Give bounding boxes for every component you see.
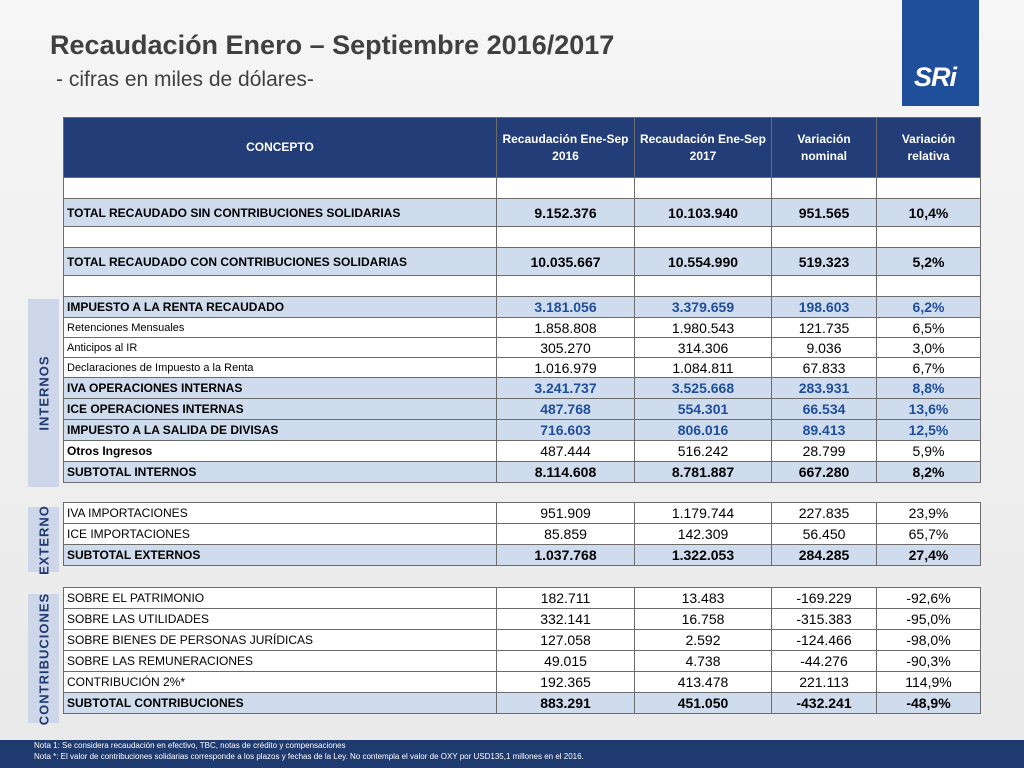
table-row <box>64 399 981 420</box>
notes-bar <box>0 740 1024 768</box>
cell-nominal: 227.835 <box>772 503 877 524</box>
cell-2017: 1.980.543 <box>635 318 772 338</box>
cell-2016: 716.603 <box>497 420 635 441</box>
section-label-externo: EXTERNO <box>28 507 59 572</box>
cell-2016: 85.859 <box>497 524 635 545</box>
cell-2016: 3.181.056 <box>497 297 635 318</box>
table-row <box>64 672 981 693</box>
table-row-subtotal <box>64 545 981 566</box>
table-row <box>64 441 981 462</box>
cell-concepto: TOTAL RECAUDADO CON CONTRIBUCIONES SOLIDARIAS <box>64 248 497 276</box>
cell-2016: 192.365 <box>497 672 635 693</box>
table-row-subtotal <box>64 462 981 483</box>
cell-concepto: IVA IMPORTACIONES <box>64 503 497 524</box>
cell-relativa: 12,5% <box>877 420 981 441</box>
cell-concepto: IMPUESTO A LA SALIDA DE DIVISAS <box>64 420 497 441</box>
cell-2016: 305.270 <box>497 338 635 358</box>
cell-concepto: Retenciones Mensuales <box>64 318 497 338</box>
cell-concepto: Anticipos al IR <box>64 338 497 358</box>
cell-nominal: -432.241 <box>772 693 877 714</box>
cell-relativa: 114,9% <box>877 672 981 693</box>
table-row <box>64 524 981 545</box>
cell-2016: 10.035.667 <box>497 248 635 276</box>
header-recaudacion-2016: Recaudación Ene-Sep 2016 <box>497 118 635 178</box>
cell-concepto: SOBRE LAS UTILIDADES <box>64 609 497 630</box>
table-row <box>64 588 981 609</box>
cell-2016: 883.291 <box>497 693 635 714</box>
cell-2017: 3.525.668 <box>635 378 772 399</box>
recaudacion-table <box>63 117 981 714</box>
table-row <box>64 338 981 358</box>
cell-2017: 3.379.659 <box>635 297 772 318</box>
cell-nominal: 519.323 <box>772 248 877 276</box>
cell-concepto: CONTRIBUCIÓN 2%* <box>64 672 497 693</box>
cell-nominal: 28.799 <box>772 441 877 462</box>
page-title: Recaudación Enero – Septiembre 2016/2017 <box>50 30 615 60</box>
cell-relativa: 6,2% <box>877 297 981 318</box>
cell-concepto: SUBTOTAL EXTERNOS <box>64 545 497 566</box>
cell-relativa: 65,7% <box>877 524 981 545</box>
cell-nominal: 284.285 <box>772 545 877 566</box>
note-1: Nota 1: Se considera recaudación en efectivo, TBC, notas de crédito y compensaciones <box>34 741 346 750</box>
cell-nominal: 66.534 <box>772 399 877 420</box>
table-row <box>64 318 981 338</box>
cell-relativa: -98,0% <box>877 630 981 651</box>
cell-2016: 487.444 <box>497 441 635 462</box>
cell-concepto: IVA OPERACIONES INTERNAS <box>64 378 497 399</box>
table-row <box>64 297 981 318</box>
cell-2017: 451.050 <box>635 693 772 714</box>
cell-relativa: 23,9% <box>877 503 981 524</box>
cell-2017: 516.242 <box>635 441 772 462</box>
cell-nominal: 67.833 <box>772 358 877 378</box>
cell-2017: 1.179.744 <box>635 503 772 524</box>
cell-concepto: TOTAL RECAUDADO SIN CONTRIBUCIONES SOLIDARIAS <box>64 199 497 227</box>
header-concepto: CONCEPTO <box>64 118 497 178</box>
gap-row <box>64 566 981 588</box>
section-label-contribuciones: CONTRIBUCIONES <box>28 594 59 723</box>
cell-relativa: -95,0% <box>877 609 981 630</box>
cell-relativa: 5,9% <box>877 441 981 462</box>
header-recaudacion-2017: Recaudación Ene-Sep 2017 <box>635 118 772 178</box>
spacer-row <box>64 276 981 297</box>
cell-nominal: 667.280 <box>772 462 877 483</box>
header-variacion-nominal: Variación nominal <box>772 118 877 178</box>
cell-concepto: SUBTOTAL INTERNOS <box>64 462 497 483</box>
cell-concepto: ICE IMPORTACIONES <box>64 524 497 545</box>
cell-2016: 332.141 <box>497 609 635 630</box>
cell-2017: 142.309 <box>635 524 772 545</box>
gap-row <box>64 483 981 503</box>
cell-concepto: SOBRE EL PATRIMONIO <box>64 588 497 609</box>
cell-2016: 1.858.808 <box>497 318 635 338</box>
cell-2017: 16.758 <box>635 609 772 630</box>
cell-nominal: -169.229 <box>772 588 877 609</box>
cell-2017: 1.084.811 <box>635 358 772 378</box>
cell-nominal: 89.413 <box>772 420 877 441</box>
cell-2017: 13.483 <box>635 588 772 609</box>
table-row <box>64 630 981 651</box>
table-row <box>64 358 981 378</box>
cell-concepto: SOBRE BIENES DE PERSONAS JURÍDICAS <box>64 630 497 651</box>
spacer-row <box>64 178 981 199</box>
cell-nominal: 9.036 <box>772 338 877 358</box>
cell-concepto: IMPUESTO A LA RENTA RECAUDADO <box>64 297 497 318</box>
table-row-subtotal <box>64 693 981 714</box>
cell-relativa: -48,9% <box>877 693 981 714</box>
cell-concepto: Otros Ingresos <box>64 441 497 462</box>
header-variacion-relativa: Variación relativa <box>877 118 981 178</box>
cell-relativa: 5,2% <box>877 248 981 276</box>
table-row-total-con <box>64 248 981 276</box>
cell-2017: 554.301 <box>635 399 772 420</box>
spacer-row <box>64 227 981 248</box>
cell-2017: 8.781.887 <box>635 462 772 483</box>
cell-2016: 487.768 <box>497 399 635 420</box>
cell-2017: 10.103.940 <box>635 199 772 227</box>
section-label-internos: INTERNOS <box>28 299 59 487</box>
cell-2016: 9.152.376 <box>497 199 635 227</box>
cell-2017: 10.554.990 <box>635 248 772 276</box>
table-row <box>64 651 981 672</box>
cell-2016: 182.711 <box>497 588 635 609</box>
cell-relativa: 13,6% <box>877 399 981 420</box>
cell-relativa: 6,7% <box>877 358 981 378</box>
sri-logo <box>902 0 979 106</box>
table-header-row <box>64 118 981 178</box>
cell-nominal: -315.383 <box>772 609 877 630</box>
cell-relativa: 27,4% <box>877 545 981 566</box>
cell-nominal: 221.113 <box>772 672 877 693</box>
cell-relativa: 6,5% <box>877 318 981 338</box>
cell-nominal: -44.276 <box>772 651 877 672</box>
cell-2017: 4.738 <box>635 651 772 672</box>
cell-2017: 314.306 <box>635 338 772 358</box>
cell-2016: 1.037.768 <box>497 545 635 566</box>
cell-nominal: 283.931 <box>772 378 877 399</box>
cell-relativa: 3,0% <box>877 338 981 358</box>
page-subtitle: - cifras en miles de dólares- <box>56 68 314 91</box>
cell-nominal: 56.450 <box>772 524 877 545</box>
table-row-total-sin <box>64 199 981 227</box>
cell-relativa: 8,2% <box>877 462 981 483</box>
cell-concepto: Declaraciones de Impuesto a la Renta <box>64 358 497 378</box>
cell-nominal: 951.565 <box>772 199 877 227</box>
cell-2016: 127.058 <box>497 630 635 651</box>
cell-relativa: 10,4% <box>877 199 981 227</box>
cell-relativa: -92,6% <box>877 588 981 609</box>
table-row <box>64 609 981 630</box>
cell-concepto: ICE OPERACIONES INTERNAS <box>64 399 497 420</box>
note-2: Nota *: El valor de contribuciones solidarias corresponde a los plazos y fechas de la Ley. No contempla el valor de OXY por USD135,1 millones en el 2016. <box>34 752 584 761</box>
logo-text: SRi <box>914 62 957 92</box>
cell-2017: 2.592 <box>635 630 772 651</box>
cell-relativa: -90,3% <box>877 651 981 672</box>
table-row <box>64 378 981 399</box>
cell-nominal: 121.735 <box>772 318 877 338</box>
cell-concepto: SOBRE LAS REMUNERACIONES <box>64 651 497 672</box>
cell-2017: 1.322.053 <box>635 545 772 566</box>
cell-concepto: SUBTOTAL CONTRIBUCIONES <box>64 693 497 714</box>
cell-nominal: 198.603 <box>772 297 877 318</box>
cell-2017: 413.478 <box>635 672 772 693</box>
cell-2016: 8.114.608 <box>497 462 635 483</box>
cell-relativa: 8,8% <box>877 378 981 399</box>
cell-2017: 806.016 <box>635 420 772 441</box>
cell-2016: 3.241.737 <box>497 378 635 399</box>
cell-2016: 49.015 <box>497 651 635 672</box>
table-row <box>64 503 981 524</box>
cell-nominal: -124.466 <box>772 630 877 651</box>
cell-2016: 1.016.979 <box>497 358 635 378</box>
table-row <box>64 420 981 441</box>
cell-2016: 951.909 <box>497 503 635 524</box>
